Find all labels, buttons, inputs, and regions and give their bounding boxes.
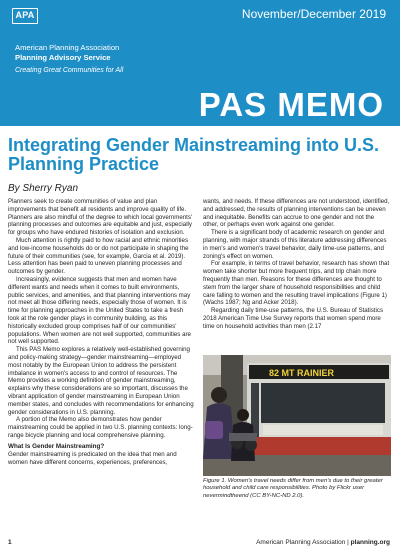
org-service: Planning Advisory Service xyxy=(15,53,111,62)
issue-date: November/December 2019 xyxy=(241,7,386,21)
bus-destination-sign: 82 MT RAINIER xyxy=(269,368,335,378)
org-name: American Planning Association xyxy=(15,43,120,52)
body-paragraph: Regarding daily time-use patterns, the U.S. Bureau of Statistics 2018 American Time Use Survey reports that women spend more time on household activities than men (2.17 xyxy=(203,307,384,330)
page-number: 1 xyxy=(8,539,12,546)
article-byline: By Sherry Ryan xyxy=(8,183,79,194)
body-paragraph: Gender mainstreaming is predicated on the idea that men and women have different concerns, experiences, preferences, xyxy=(8,450,177,466)
apa-logo-text: APA xyxy=(15,10,35,20)
footer-org-name: American Planning Association | xyxy=(256,539,349,546)
masthead-banner xyxy=(0,0,400,126)
right-column xyxy=(203,198,391,331)
footer-website-link[interactable]: planning.org xyxy=(350,539,390,546)
body-paragraph: This PAS Memo explores a relatively well-established governing and policy-making strategy—gender mainstreaming—employed most notably by the European Union to address the persistent imbalance in women's access to and control of resources. The Memo provides a working definition of gender mainstreaming, explains why these considerations are so important, discusses the vibrant application of gender mainstreaming in European Union member states, and concludes with recommendations for enhancing gender considerations in U.S. planning. xyxy=(8,346,194,416)
body-paragraph: For example, in terms of travel behavior, research has shown that women take shorter but more frequent trips, and trip chain more frequently than men. Reasons for these differences are thought to stem from the larger share of household responsibilities and child care falling to women and the resulting travel implications (Figure 1) (Wachs 1987; Ng and Acker 2018). xyxy=(203,260,390,307)
org-tagline: Creating Great Communities for All xyxy=(15,67,124,74)
body-paragraph: A portion of the Memo also demonstrates how gender mainstreaming could be applied in two U.S. planning contexts: long-range bicycle planning and local comprehensive planning. xyxy=(8,416,193,439)
body-paragraph: Increasingly, evidence suggests that men and women have different wants and needs when it comes to built environments, public services, and amenities, and that planning interventions may not meet all those differing needs, especially those of women. It is time for planning approaches in the United States to take a fresh look at the role gender plays in community building, as this historically excluded group comprises half of our communities' populations. When women are not well supported, communities are not well supported. xyxy=(8,275,191,346)
body-paragraph: There is a significant body of academic research on gender and planning, with major strands of this literature addressing differences in men's and women's travel behavior, daily time-use patterns, and zoning's effect on women. xyxy=(203,229,387,260)
left-column xyxy=(8,198,194,466)
publication-title: PAS MEMO xyxy=(198,86,384,123)
section-heading: What Is Gender Mainstreaming? xyxy=(8,442,105,450)
apa-logo xyxy=(12,8,38,24)
footer-credit xyxy=(256,539,390,547)
figure-photo xyxy=(203,355,391,476)
article-title: Integrating Gender Mainstreaming into U.S. Planning Practice xyxy=(8,135,380,174)
bus-stop-photo xyxy=(203,355,391,476)
body-paragraph: Planners seek to create communities of value and plan improvements that benefit all residents and improve quality of life. Planners are also mindful of the degree to which local governments' planning processes and outcomes are equitable and just, especially for groups who have endured histories of isolation and exclusion. xyxy=(8,198,193,237)
body-paragraph: Much attention is rightly paid to how racial and ethnic minorities and low-income households do or do not participate in shaping the future of their communities (see, for example, Garcia et al. 2019). Less attention has been paid to uneven planning processes and outcomes by gender. xyxy=(8,236,189,276)
figure-caption: Figure 1. Women's travel needs differ from men's due to their greater household and child care responsibilities. Photo by Flickr user nevermindtheend (CC BY-NC-ND 2.0). xyxy=(203,478,383,499)
body-paragraph: wants, and needs. If these differences are not understood, identified, and addressed, the results of planning interventions can be uneven and inequitable. Benefits can accrue to one gender and not the other, or perhaps even work against one gender. xyxy=(203,198,390,229)
